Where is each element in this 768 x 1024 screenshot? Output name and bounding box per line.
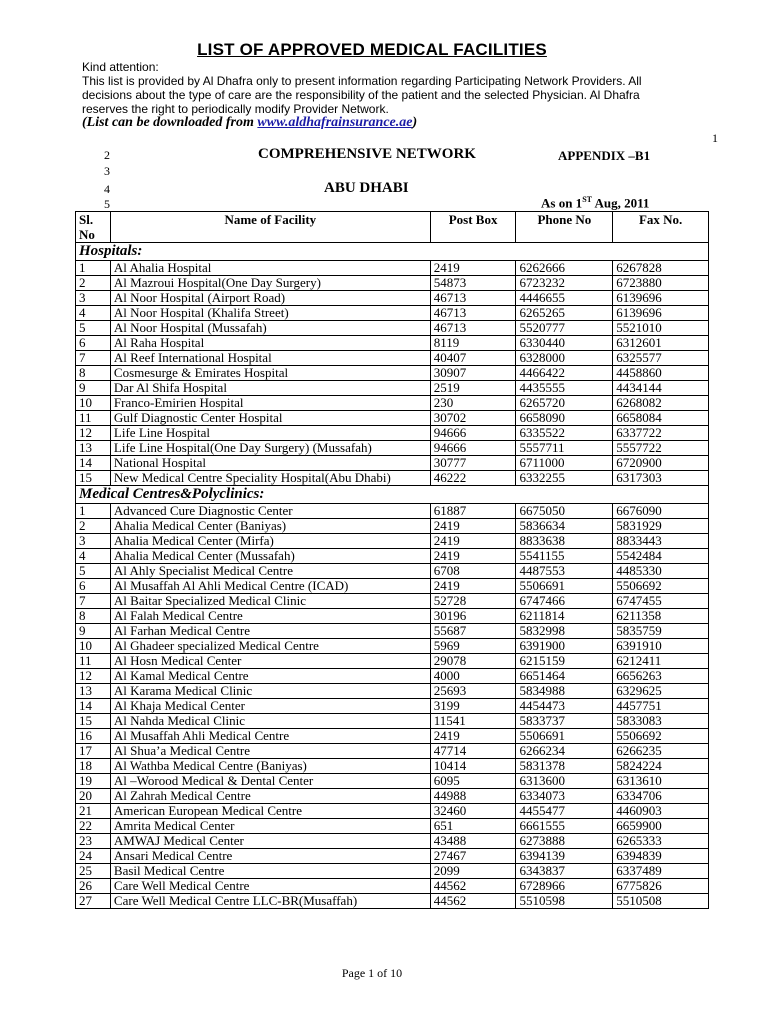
cell-phone: 6265720: [516, 396, 613, 411]
cell-post-box: 651: [430, 819, 516, 834]
cell-phone: 6658090: [516, 411, 613, 426]
cell-sl-no: 5: [76, 321, 111, 336]
cell-sl-no: 21: [76, 804, 111, 819]
table-row: [76, 351, 709, 366]
cell-sl-no: 15: [76, 471, 111, 486]
table-row: [76, 804, 709, 819]
cell-fax: 5506692: [613, 729, 709, 744]
cell-sl-no: 6: [76, 336, 111, 351]
cell-fax: 6211358: [613, 609, 709, 624]
cell-fax: 5831929: [613, 519, 709, 534]
download-suffix: ): [412, 115, 418, 130]
cell-fax: 6337489: [613, 864, 709, 879]
cell-phone: 6335522: [516, 426, 613, 441]
cell-facility-name: Al Reef International Hospital: [110, 351, 430, 366]
cell-facility-name: Al Wathba Medical Centre (Baniyas): [110, 759, 430, 774]
table-row: [76, 699, 709, 714]
cell-facility-name: Al Musaffah Al Ahli Medical Centre (ICAD): [110, 579, 430, 594]
cell-post-box: 2419: [430, 261, 516, 276]
table-row: [76, 336, 709, 351]
table-row: [76, 519, 709, 534]
cell-phone: 6266234: [516, 744, 613, 759]
cell-facility-name: Al Noor Hospital (Khalifa Street): [110, 306, 430, 321]
cell-facility-name: Amrita Medical Center: [110, 819, 430, 834]
cell-sl-no: 27: [76, 894, 111, 909]
cell-post-box: 30777: [430, 456, 516, 471]
cell-sl-no: 3: [76, 534, 111, 549]
table-row: [76, 819, 709, 834]
cell-post-box: 40407: [430, 351, 516, 366]
cell-phone: 6334073: [516, 789, 613, 804]
city-heading: ABU DHABI: [324, 180, 409, 196]
table-row: [76, 381, 709, 396]
cell-post-box: 2099: [430, 864, 516, 879]
cell-fax: 4434144: [613, 381, 709, 396]
cell-fax: 6267828: [613, 261, 709, 276]
cell-post-box: 5969: [430, 639, 516, 654]
cell-post-box: 4000: [430, 669, 516, 684]
as-on-date: [541, 195, 649, 211]
cell-phone: 5541155: [516, 549, 613, 564]
cell-facility-name: Al Nahda Medical Clinic: [110, 714, 430, 729]
cell-sl-no: 25: [76, 864, 111, 879]
cell-facility-name: National Hospital: [110, 456, 430, 471]
cell-phone: 5510598: [516, 894, 613, 909]
cell-facility-name: Al Ahalia Hospital: [110, 261, 430, 276]
cell-sl-no: 11: [76, 654, 111, 669]
cell-post-box: 43488: [430, 834, 516, 849]
cell-facility-name: Al Noor Hospital (Mussafah): [110, 321, 430, 336]
cell-facility-name: Al Noor Hospital (Airport Road): [110, 291, 430, 306]
cell-phone: 5836634: [516, 519, 613, 534]
cell-phone: 4435555: [516, 381, 613, 396]
cell-sl-no: 18: [76, 759, 111, 774]
cell-phone: 4454473: [516, 699, 613, 714]
cell-sl-no: 9: [76, 624, 111, 639]
cell-sl-no: 1: [76, 504, 111, 519]
cell-sl-no: 19: [76, 774, 111, 789]
cell-phone: 6330440: [516, 336, 613, 351]
cell-sl-no: 12: [76, 669, 111, 684]
cell-post-box: 11541: [430, 714, 516, 729]
cell-facility-name: Life Line Hospital(One Day Surgery) (Mussafah): [110, 441, 430, 456]
table-row: [76, 579, 709, 594]
cell-post-box: 3199: [430, 699, 516, 714]
cell-phone: 6661555: [516, 819, 613, 834]
cell-fax: 6658084: [613, 411, 709, 426]
cell-fax: 6139696: [613, 291, 709, 306]
cell-fax: 5835759: [613, 624, 709, 639]
cell-facility-name: Cosmesurge & Emirates Hospital: [110, 366, 430, 381]
cell-fax: 6212411: [613, 654, 709, 669]
cell-fax: 5824224: [613, 759, 709, 774]
cell-phone: 6747466: [516, 594, 613, 609]
cell-facility-name: Al Falah Medical Centre: [110, 609, 430, 624]
appendix-label: APPENDIX –B1: [558, 148, 651, 163]
cell-facility-name: New Medical Centre Speciality Hospital(Abu Dhabi): [110, 471, 430, 486]
cell-sl-no: 2: [76, 519, 111, 534]
cell-sl-no: 10: [76, 396, 111, 411]
cell-sl-no: 11: [76, 411, 111, 426]
cell-post-box: 44562: [430, 879, 516, 894]
cell-sl-no: 9: [76, 381, 111, 396]
cell-post-box: 52728: [430, 594, 516, 609]
cell-sl-no: 20: [76, 789, 111, 804]
cell-post-box: 2419: [430, 549, 516, 564]
section-header-row: [76, 486, 709, 504]
facilities-table: [75, 211, 709, 909]
cell-fax: 5510508: [613, 894, 709, 909]
table-row: [76, 504, 709, 519]
cell-fax: 6265333: [613, 834, 709, 849]
table-row: [76, 639, 709, 654]
cell-facility-name: Basil Medical Centre: [110, 864, 430, 879]
cell-sl-no: 13: [76, 441, 111, 456]
cell-post-box: 6708: [430, 564, 516, 579]
cell-post-box: 44562: [430, 894, 516, 909]
table-row: [76, 729, 709, 744]
table-row: [76, 684, 709, 699]
cell-sl-no: 8: [76, 366, 111, 381]
cell-phone: 5834988: [516, 684, 613, 699]
cell-fax: 6266235: [613, 744, 709, 759]
cell-sl-no: 2: [76, 276, 111, 291]
cell-facility-name: Al Khaja Medical Center: [110, 699, 430, 714]
cell-sl-no: 6: [76, 579, 111, 594]
table-row: [76, 261, 709, 276]
page-footer: Page 1 of 10: [341, 966, 403, 980]
cell-phone: 6394139: [516, 849, 613, 864]
table-row: [76, 321, 709, 336]
cell-fax: 6775826: [613, 879, 709, 894]
cell-post-box: 8119: [430, 336, 516, 351]
cell-phone: 6273888: [516, 834, 613, 849]
cell-post-box: 25693: [430, 684, 516, 699]
table-row: [76, 714, 709, 729]
document-title: LIST OF APPROVED MEDICAL FACILITIES: [197, 40, 547, 59]
cell-facility-name: Advanced Cure Diagnostic Center: [110, 504, 430, 519]
cell-post-box: 30702: [430, 411, 516, 426]
cell-post-box: 55687: [430, 624, 516, 639]
cell-phone: 6711000: [516, 456, 613, 471]
table-row: [76, 609, 709, 624]
cell-phone: 5833737: [516, 714, 613, 729]
table-row: [76, 306, 709, 321]
cell-phone: 4446655: [516, 291, 613, 306]
cell-fax: 6391910: [613, 639, 709, 654]
cell-fax: 8833443: [613, 534, 709, 549]
cell-phone: 6391900: [516, 639, 613, 654]
cell-post-box: 230: [430, 396, 516, 411]
table-row: [76, 291, 709, 306]
cell-post-box: 30907: [430, 366, 516, 381]
cell-phone: 4487553: [516, 564, 613, 579]
cell-facility-name: Ansari Medical Centre: [110, 849, 430, 864]
table-row: [76, 411, 709, 426]
cell-fax: 6720900: [613, 456, 709, 471]
cell-fax: 6656263: [613, 669, 709, 684]
cell-fax: 6747455: [613, 594, 709, 609]
cell-facility-name: Care Well Medical Centre: [110, 879, 430, 894]
cell-phone: 5832998: [516, 624, 613, 639]
cell-fax: 5557722: [613, 441, 709, 456]
cell-fax: 4485330: [613, 564, 709, 579]
header-phone: Phone No: [516, 212, 613, 243]
cell-facility-name: Life Line Hospital: [110, 426, 430, 441]
cell-sl-no: 4: [76, 306, 111, 321]
cell-fax: 4458860: [613, 366, 709, 381]
table-row: [76, 759, 709, 774]
table-row: [76, 624, 709, 639]
cell-fax: 6723880: [613, 276, 709, 291]
cell-phone: 6343837: [516, 864, 613, 879]
cell-facility-name: American European Medical Centre: [110, 804, 430, 819]
cell-post-box: 94666: [430, 441, 516, 456]
cell-post-box: 27467: [430, 849, 516, 864]
table-row: [76, 744, 709, 759]
cell-fax: 6334706: [613, 789, 709, 804]
cell-facility-name: Al Hosn Medical Center: [110, 654, 430, 669]
table-row: [76, 564, 709, 579]
header-sl-no: Sl. No: [76, 212, 111, 243]
as-on-sup: ST: [582, 195, 592, 204]
cell-facility-name: Al Raha Hospital: [110, 336, 430, 351]
cell-phone: 4455477: [516, 804, 613, 819]
cell-sl-no: 15: [76, 714, 111, 729]
cell-sl-no: 7: [76, 351, 111, 366]
cell-sl-no: 22: [76, 819, 111, 834]
cell-phone: 6313600: [516, 774, 613, 789]
cell-sl-no: 5: [76, 564, 111, 579]
cell-facility-name: Ahalia Medical Center (Mussafah): [110, 549, 430, 564]
table-row: [76, 669, 709, 684]
cell-post-box: 2419: [430, 579, 516, 594]
cell-phone: 5506691: [516, 579, 613, 594]
cell-fax: 6676090: [613, 504, 709, 519]
line-number: 2: [104, 148, 110, 162]
cell-post-box: 61887: [430, 504, 516, 519]
cell-sl-no: 13: [76, 684, 111, 699]
cell-post-box: 54873: [430, 276, 516, 291]
cell-sl-no: 24: [76, 849, 111, 864]
cell-phone: 6651464: [516, 669, 613, 684]
cell-facility-name: Ahalia Medical Center (Baniyas): [110, 519, 430, 534]
cell-facility-name: Al Shua’a Medical Centre: [110, 744, 430, 759]
table-row: [76, 396, 709, 411]
cell-facility-name: Ahalia Medical Center (Mirfa): [110, 534, 430, 549]
cell-post-box: 2519: [430, 381, 516, 396]
cell-phone: 6328000: [516, 351, 613, 366]
cell-facility-name: AMWAJ Medical Center: [110, 834, 430, 849]
cell-sl-no: 3: [76, 291, 111, 306]
table-row: [76, 456, 709, 471]
cell-fax: 6659900: [613, 819, 709, 834]
cell-phone: 6723232: [516, 276, 613, 291]
cell-facility-name: Al Kamal Medical Centre: [110, 669, 430, 684]
cell-facility-name: Care Well Medical Centre LLC-BR(Musaffah): [110, 894, 430, 909]
cell-phone: 6675050: [516, 504, 613, 519]
cell-fax: 6268082: [613, 396, 709, 411]
notice-block: [82, 60, 662, 116]
line-number: 5: [104, 197, 110, 211]
cell-facility-name: Al Farhan Medical Centre: [110, 624, 430, 639]
section-title: Medical Centres&Polyclinics:: [76, 486, 709, 504]
cell-sl-no: 12: [76, 426, 111, 441]
table-row: [76, 864, 709, 879]
cell-facility-name: Franco-Emirien Hospital: [110, 396, 430, 411]
cell-sl-no: 26: [76, 879, 111, 894]
cell-facility-name: Al Baitar Specialized Medical Clinic: [110, 594, 430, 609]
table-row: [76, 774, 709, 789]
cell-fax: 4460903: [613, 804, 709, 819]
cell-post-box: 47714: [430, 744, 516, 759]
table-row: [76, 894, 709, 909]
header-facility-name: Name of Facility: [110, 212, 430, 243]
cell-sl-no: 17: [76, 744, 111, 759]
cell-facility-name: Al –Worood Medical & Dental Center: [110, 774, 430, 789]
cell-phone: 4466422: [516, 366, 613, 381]
cell-post-box: 46713: [430, 291, 516, 306]
cell-fax: 6337722: [613, 426, 709, 441]
table-row: [76, 789, 709, 804]
cell-fax: 6317303: [613, 471, 709, 486]
cell-fax: 6325577: [613, 351, 709, 366]
cell-phone: 6262666: [516, 261, 613, 276]
cell-phone: 6332255: [516, 471, 613, 486]
cell-sl-no: 4: [76, 549, 111, 564]
cell-fax: 5521010: [613, 321, 709, 336]
line-number: 3: [104, 164, 110, 178]
section-header-row: [76, 243, 709, 261]
table-row: [76, 654, 709, 669]
cell-post-box: 10414: [430, 759, 516, 774]
cell-post-box: 44988: [430, 789, 516, 804]
table-row: [76, 426, 709, 441]
table-row: [76, 879, 709, 894]
cell-facility-name: Al Musaffah Ahli Medical Centre: [110, 729, 430, 744]
header-post-box: Post Box: [430, 212, 516, 243]
cell-facility-name: Al Ghadeer specialized Medical Centre: [110, 639, 430, 654]
section-title: Hospitals:: [76, 243, 709, 261]
table-row: [76, 441, 709, 456]
cell-phone: 8833638: [516, 534, 613, 549]
cell-fax: 5833083: [613, 714, 709, 729]
cell-fax: 4457751: [613, 699, 709, 714]
table-row: [76, 834, 709, 849]
network-heading: COMPREHENSIVE NETWORK: [258, 146, 476, 162]
table-row: [76, 534, 709, 549]
cell-facility-name: Al Karama Medical Clinic: [110, 684, 430, 699]
cell-sl-no: 14: [76, 699, 111, 714]
cell-post-box: 94666: [430, 426, 516, 441]
cell-post-box: 2419: [430, 534, 516, 549]
table-row: [76, 276, 709, 291]
cell-sl-no: 10: [76, 639, 111, 654]
cell-facility-name: Gulf Diagnostic Center Hospital: [110, 411, 430, 426]
cell-post-box: 32460: [430, 804, 516, 819]
cell-fax: 6313610: [613, 774, 709, 789]
table-header-row: [76, 212, 709, 243]
cell-post-box: 46713: [430, 306, 516, 321]
cell-fax: 5506692: [613, 579, 709, 594]
download-note: [82, 115, 417, 131]
notice-attention: Kind attention:: [82, 60, 159, 74]
cell-post-box: 2419: [430, 519, 516, 534]
cell-sl-no: 8: [76, 609, 111, 624]
cell-phone: 5520777: [516, 321, 613, 336]
cell-post-box: 46222: [430, 471, 516, 486]
cell-phone: 6211814: [516, 609, 613, 624]
as-on-prefix: As on 1: [541, 195, 583, 211]
cell-post-box: 6095: [430, 774, 516, 789]
cell-post-box: 29078: [430, 654, 516, 669]
cell-fax: 5542484: [613, 549, 709, 564]
cell-phone: 5831378: [516, 759, 613, 774]
download-link[interactable]: www.aldhafrainsurance.ae: [257, 115, 413, 130]
table-row: [76, 471, 709, 486]
line-number: 1: [712, 131, 718, 145]
table-body: [76, 243, 709, 909]
cell-fax: 6139696: [613, 306, 709, 321]
header-fax: Fax No.: [613, 212, 709, 243]
cell-fax: 6312601: [613, 336, 709, 351]
table-row: [76, 849, 709, 864]
cell-phone: 6215159: [516, 654, 613, 669]
cell-fax: 6329625: [613, 684, 709, 699]
table-row: [76, 594, 709, 609]
notice-text: This list is provided by Al Dhafra only to present information regarding Participating Network Providers. All decisions about the type of care are the responsibility of the patient and the selected Physician. Al Dhafra reserves the right to periodically modify Provider Network.: [82, 74, 642, 116]
cell-phone: 5506691: [516, 729, 613, 744]
cell-sl-no: 7: [76, 594, 111, 609]
cell-phone: 6265265: [516, 306, 613, 321]
line-number: 4: [104, 182, 110, 196]
cell-facility-name: Dar Al Shifa Hospital: [110, 381, 430, 396]
as-on-suffix: Aug, 2011: [591, 195, 650, 211]
cell-phone: 6728966: [516, 879, 613, 894]
cell-sl-no: 16: [76, 729, 111, 744]
cell-post-box: 2419: [430, 729, 516, 744]
cell-sl-no: 1: [76, 261, 111, 276]
cell-sl-no: 14: [76, 456, 111, 471]
cell-post-box: 30196: [430, 609, 516, 624]
table-row: [76, 549, 709, 564]
cell-facility-name: Al Zahrah Medical Centre: [110, 789, 430, 804]
cell-sl-no: 23: [76, 834, 111, 849]
cell-fax: 6394839: [613, 849, 709, 864]
download-prefix: (List can be downloaded from: [82, 115, 258, 130]
cell-phone: 5557711: [516, 441, 613, 456]
cell-post-box: 46713: [430, 321, 516, 336]
table-row: [76, 366, 709, 381]
cell-facility-name: Al Ahly Specialist Medical Centre: [110, 564, 430, 579]
cell-facility-name: Al Mazroui Hospital(One Day Surgery): [110, 276, 430, 291]
